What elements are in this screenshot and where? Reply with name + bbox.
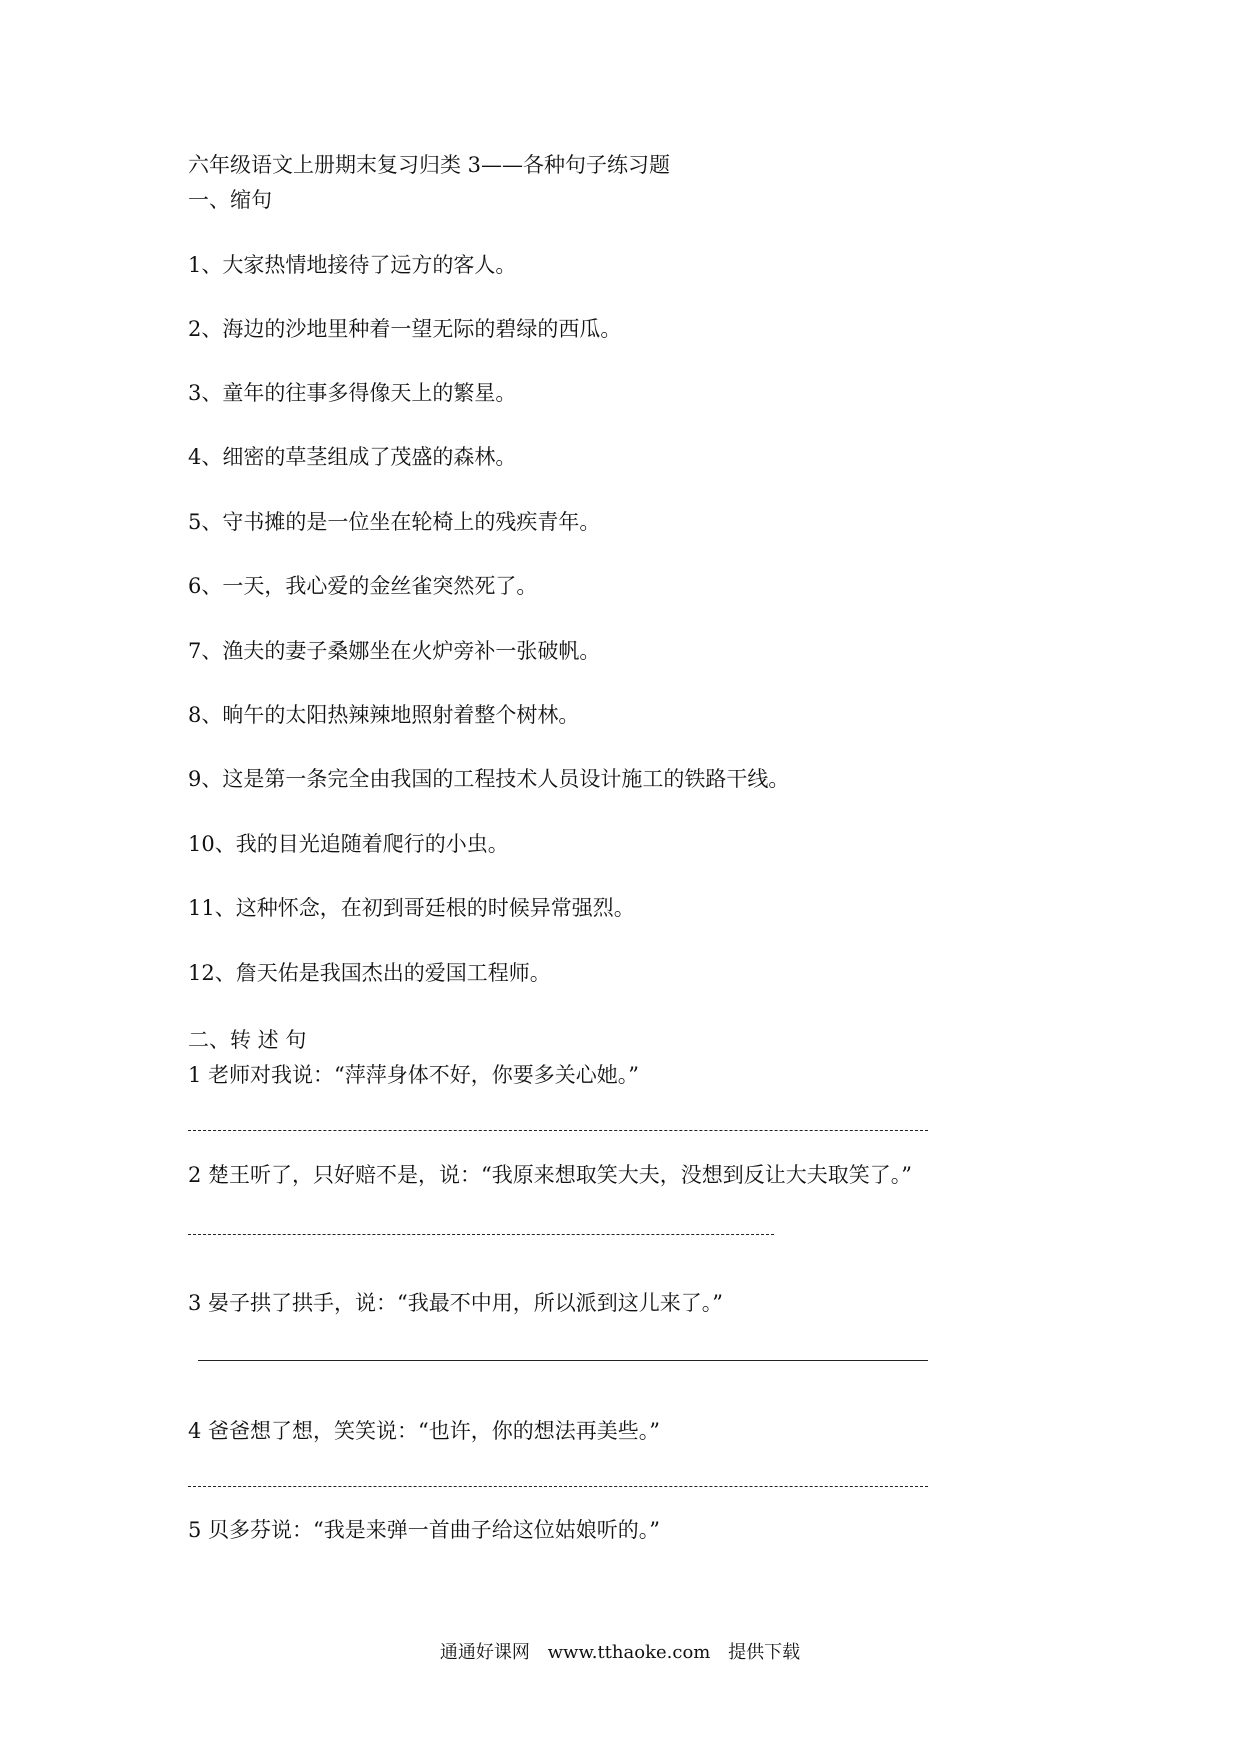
document-title: 六年级语文上册期末复习归类 3——各种句子练习题 [188,153,671,177]
exercise-item-8: 8、晌午的太阳热辣辣地照射着整个树林。 [188,703,580,727]
footer-url: www.tthaoke.com [547,1642,711,1663]
reported-speech-item-5: 5 贝多芬说：“我是来弹一首曲子给这位姑娘听的。” [188,1518,661,1542]
answer-line-1 [188,1130,928,1131]
exercise-item-9: 9、这是第一条完全由我国的工程技术人员设计施工的铁路干线。 [188,767,790,791]
exercise-item-1: 1、大家热情地接待了远方的客人。 [188,253,517,277]
exercise-item-5: 5、守书摊的是一位坐在轮椅上的残疾青年。 [188,510,601,534]
exercise-item-12: 12、詹天佑是我国杰出的爱国工程师。 [188,961,551,985]
reported-speech-item-4: 4 爸爸想了想，笑笑说：“也许，你的想法再美些。” [188,1419,661,1443]
exercise-item-2: 2、海边的沙地里种着一望无际的碧绿的西瓜。 [188,317,622,341]
answer-line-4 [188,1486,928,1487]
exercise-item-6: 6、一天，我心爱的金丝雀突然死了。 [188,574,538,598]
exercise-item-11: 11、这种怀念，在初到哥廷根的时候异常强烈。 [188,896,635,920]
section-heading-reported-speech: 二、转 述 句 [188,1028,307,1052]
footer-suffix: 提供下载 [728,1642,801,1663]
answer-line-3 [198,1360,928,1361]
exercise-item-3: 3、童年的往事多得像天上的繁星。 [188,381,517,405]
page-footer [0,1640,1240,1666]
footer-site-name: 通通好课网 [439,1642,530,1663]
exercise-item-4: 4、细密的草茎组成了茂盛的森林。 [188,445,517,469]
reported-speech-item-1: 1 老师对我说：“萍萍身体不好，你要多关心她。” [188,1063,640,1087]
answer-line-2 [188,1234,774,1235]
reported-speech-item-2: 2 楚王听了，只好赔不是，说：“我原来想取笑大夫，没想到反让大夫取笑了。” [188,1163,913,1187]
reported-speech-item-3: 3 晏子拱了拱手，说：“我最不中用，所以派到这儿来了。” [188,1291,724,1315]
section-heading-condense: 一、缩句 [188,188,272,212]
exercise-item-7: 7、渔夫的妻子桑娜坐在火炉旁补一张破帆。 [188,639,601,663]
exercise-item-10: 10、我的目光追随着爬行的小虫。 [188,832,509,856]
